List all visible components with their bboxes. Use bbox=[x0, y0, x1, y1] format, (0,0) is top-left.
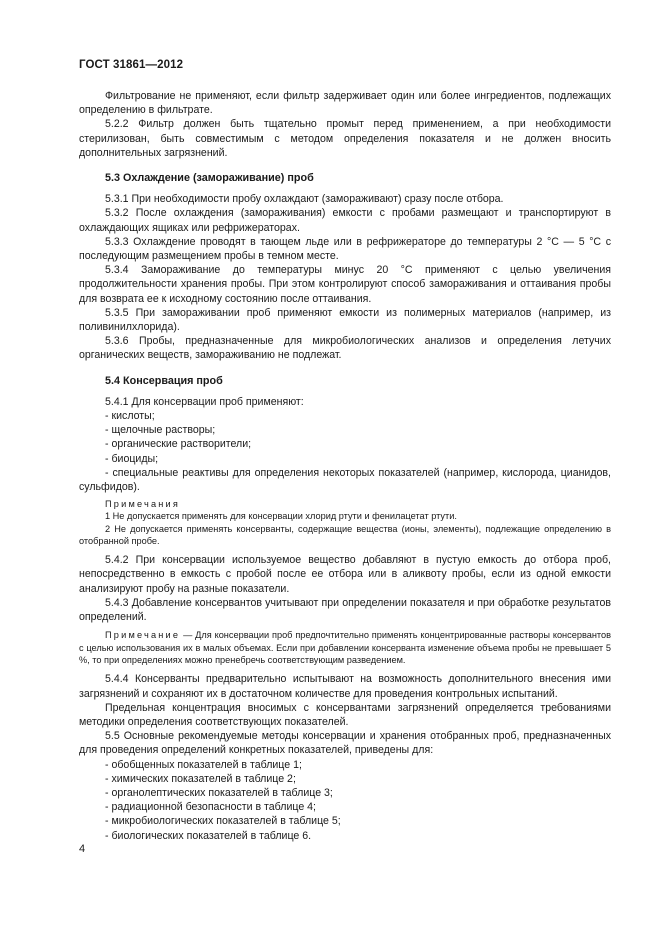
list-item: - щелочные растворы; bbox=[105, 424, 216, 437]
list-item: - микробиологических показателей в таблице 5; bbox=[105, 815, 341, 828]
paragraph-5-2-2: 5.2.2 Фильтр должен быть тщательно промыт перед применением, а при необходимости стерилизован, быть совместимым с методом определения показателя и не должен вносить дополнительных загрязнений. bbox=[79, 118, 611, 159]
list-item: - органические растворители; bbox=[105, 438, 252, 451]
paragraph-5-5: 5.5 Основные рекомендуемые методы консервации и хранения отобранных проб, предназначенных для проведения определений конкретных показателей, приведены для: bbox=[79, 730, 611, 757]
page-number: 4 bbox=[79, 843, 86, 855]
note-preservatives bbox=[79, 629, 611, 666]
list-item: - биологических показателей в таблице 6. bbox=[105, 829, 312, 842]
section-heading-5-3: 5.3 Охлаждение (замораживание) проб bbox=[105, 172, 314, 185]
paragraph-5-4-2: 5.4.2 При консервации используемое вещество добавляют в пустую емкость до отбора проб, непосредственно в емкость с пробой после ее отбора или в аликвоту пробы, если из одной емкости анализируют пробу на разные показатели. bbox=[79, 554, 611, 595]
paragraph-filtering: Фильтрование не применяют, если фильтр задерживает один или более ингредиентов, подлежащих определению в фильтрате. bbox=[79, 90, 611, 117]
paragraph-5-3-2: 5.3.2 После охлаждения (замораживания) емкости с пробами размещают и транспортируют в охлаждающих ящиках или рефрижераторах. bbox=[79, 207, 611, 234]
document-header: ГОСТ 31861—2012 bbox=[79, 59, 184, 71]
notes-title: Примечания bbox=[105, 499, 181, 510]
paragraph-5-4-1: 5.4.1 Для консервации проб применяют: bbox=[105, 395, 304, 408]
note-item: 1 Не допускается применять для консервации хлорид ртути и фенилацетат ртути. bbox=[105, 511, 457, 522]
note-label: Примечание bbox=[105, 630, 181, 641]
list-item: - биоциды; bbox=[105, 452, 159, 465]
paragraph-5-3-1: 5.3.1 При необходимости пробу охлаждают (замораживают) сразу после отбора. bbox=[105, 193, 504, 206]
note-item: 2 Не допускается применять консерванты, содержащие вещества (ионы, элементы), подлежащие определению в отобранной пробе. bbox=[79, 523, 611, 546]
list-item: - химических показателей в таблице 2; bbox=[105, 772, 296, 785]
list-item: - радиационной безопасности в таблице 4; bbox=[105, 801, 316, 814]
document-body bbox=[79, 89, 611, 843]
paragraph-5-4-4: 5.4.4 Консерванты предварительно испытывают на возможность дополнительного внесения ими загрязнений и сохраняют их в достаточном количестве для проведения контрольных испытаний. bbox=[79, 673, 611, 700]
paragraph-5-3-5: 5.3.5 При замораживании проб применяют емкости из полимерных материалов (например, из поливинилхлорида). bbox=[79, 306, 611, 334]
list-item: - органолептических показателей в таблице 3; bbox=[105, 786, 333, 799]
paragraph-5-4-3: 5.4.3 Добавление консервантов учитывают при определении показателя и при обработке результатов определений. bbox=[79, 596, 611, 623]
section-heading-5-4: 5.4 Консервация проб bbox=[105, 374, 223, 387]
list-item: - обобщенных показателей в таблице 1; bbox=[105, 758, 302, 771]
paragraph-concentration: Предельная концентрация вносимых с консервантами загрязнений определяется требованиями методики определения соответствующих показателей. bbox=[79, 701, 611, 728]
paragraph-5-3-3: 5.3.3 Охлаждение проводят в тающем льде или в рефрижераторе до температуры 2 °С — 5 °С с последующим размещением пробы в темном месте. bbox=[79, 235, 611, 263]
list-item: - специальные реактивы для определения некоторых показателей (например, кислорода, цианидов, сульфидов). bbox=[79, 466, 611, 494]
note-text: — Для консервации проб предпочтительно применять концентрированные растворы консервантов с целью использования их в малых объемах. Если при добавлении консерванта изменение объема пробы не превышает 5 %, то при определениях можно пренебречь соответствующим разведением. bbox=[79, 630, 611, 665]
notes-block bbox=[79, 498, 611, 547]
list-item: - кислоты; bbox=[105, 410, 155, 423]
paragraph-5-3-6: 5.3.6 Пробы, предназначенные для микробиологических анализов и определения летучих органических веществ, замораживанию не подлежат. bbox=[79, 335, 611, 362]
paragraph-5-3-4: 5.3.4 Замораживание до температуры минус 20 °С применяют с целью увеличения продолжительности хранения пробы. При этом контролируют способ замораживания и оттаивания пробы для возврата ее к исходному состоянию после оттаивания. bbox=[79, 264, 611, 305]
